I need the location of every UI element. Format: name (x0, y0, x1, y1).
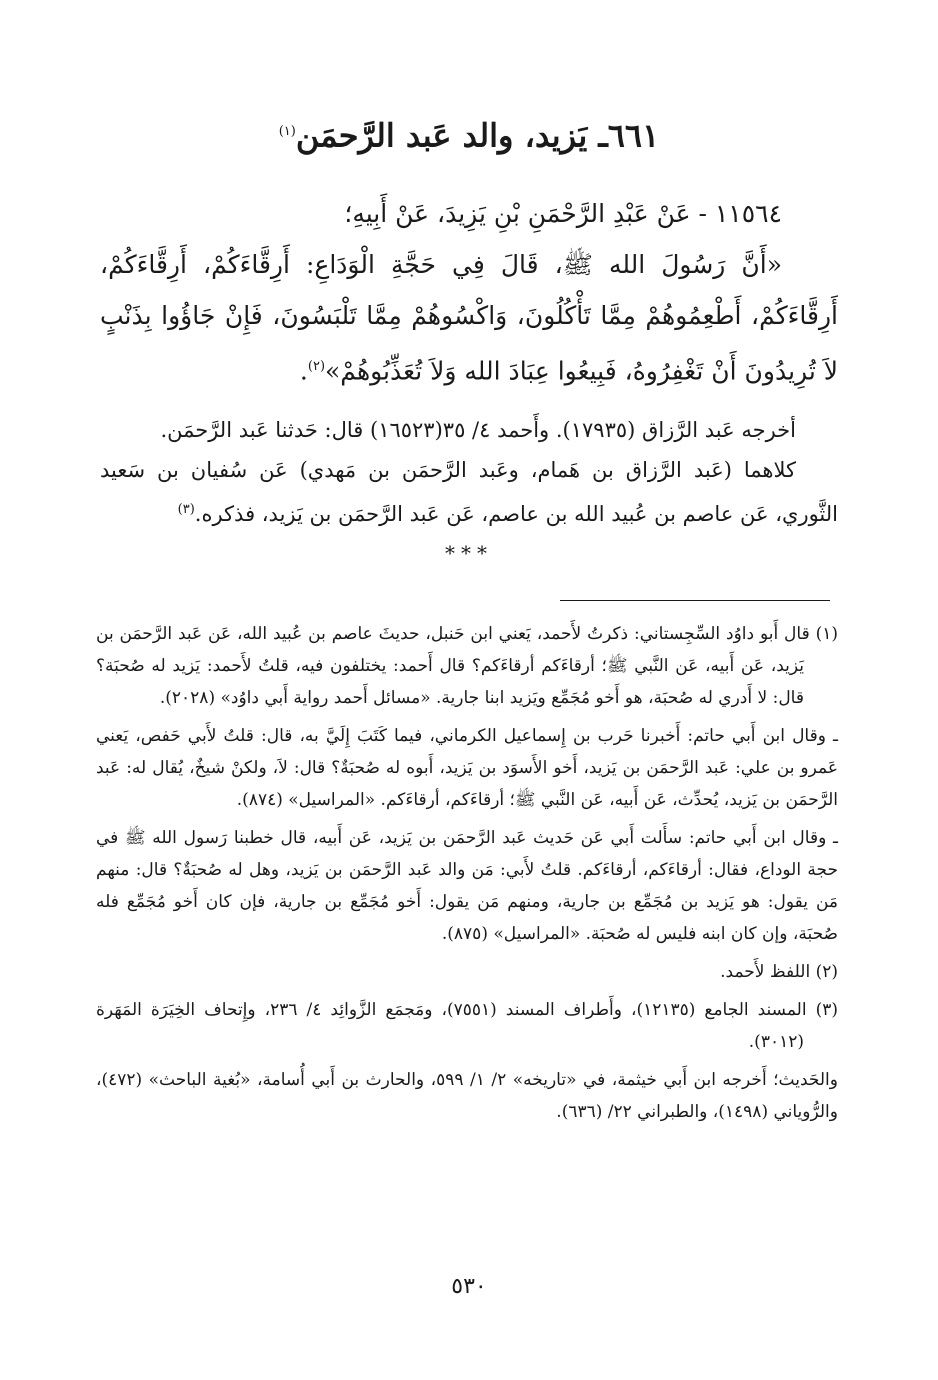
footnote-2: (٢) اللفظ لأَحمد. (720, 962, 838, 982)
hadith-footnote-ref: (٢) (307, 359, 326, 374)
hadith-matn: «أَنَّ رَسُولَ الله ﷺ، قَالَ فِي حَجَّةِ الْوَدَاعِ: أَرِقَّاءَكُمْ، أَرِقَّاءَكُمْ، أَرِقَّاءَكُمْ، أَطْعِمُوهُمْ مِمَّا تَأْكُلُونَ، وَاكْسُوهُمْ مِمَّا تَلْبَسُونَ، فَإِنْ جَاؤُوا بِذَنْبٍ لاَ تُرِيدُونَ أَنْ تَغْفِرُوهُ، فَبِيعُوا عِبَادَ الله وَلاَ تُعَذِّبُوهُمْ» (100, 250, 838, 386)
takhrij-line-2: كلاهما (عَبد الرَّزاق بن هَمام، وعَبد الرَّحمَن بن مَهدي) عَن سُفيان بن سَعيد الثَّوري، عَن عاصم بن عُبيد الله بن عاصم، عَن عَبد الرَّحمَن بن يَزيد، فذكره. (100, 458, 838, 526)
footnote-1-paragraph-1: (١) قال أَبو داوُد السِّجِستاني: ذكرتُ لأَحمد، يَعني ابن حَنبل، حديثَ عاصم بن عُبيد الله، عَن عَبد الرَّحمَن بن يَزيد، عَن أَبيه، عَن النَّبي ﷺ؛ أرقاءَكم أرقاءَكم؟ قال أَحمد: يختلفون فيه، قلتُ لأَحمد: يَزيد له صُحبَة؟ قال: لا أَدري له صُحبَة، هو أَخو مُجَمِّع ويَزيد ابنا جارية. «مسائل أَحمد رواية أَبي داوُد» (٢٠٢٨). (96, 624, 838, 708)
chapter-footnote-ref: (١) (278, 124, 296, 139)
takhrij-line-1: أخرجه عَبد الرَّزاق (١٧٩٣٥). وأَحمد ٤/ ٣٥(١٦٥٢٣) قال: حَدثنا عَبد الرَّحمَن. (160, 418, 796, 442)
footnote-1-paragraph-3: ـ وقال ابن أَبي حاتم: سأَلت أَبي عَن حَديث عَبد الرَّحمَن بن يَزيد، عَن أَبيه، قال خطبنا رَسول الله ﷺ في حجة الوداع، فقال: أرقاءَكم، أرقاءَكم. قلتُ لأَبي: مَن والد عَبد الرَّحمَن بن يَزيد، وهل له صُحبَةٌ؟ قال: منهم مَن يقول: هو يَزيد بن مُجَمِّع بن جارية، ومنهم مَن يقول: أَخو مُجَمِّع بن جارية، فإن كان أَخو مُجَمِّع فله صُحبَة، وإن كان ابنه فليس له صُحبَة. «المراسيل» (٨٧٥). (96, 828, 838, 944)
footnote-1-paragraph-2: ـ وقال ابن أَبي حاتم: أَخبرنا حَرب بن إِسماعيل الكرماني، فيما كَتَبَ إِلَيَّ به، قال: قلتُ لأَبي حَفص، يَعني عَمرو بن علي: عَبد الرَّحمَن بن يَزيد، أَخو الأَسوَد بن يَزيد، أَبوه له صُحبَةٌ؟ قال: لاَ، ولكنْ شيخٌ، يُقال له: عَبد الرَّحمَن بن يَزيد، يُحدِّث، عَن أَبيه، عَن النَّبي ﷺ؛ أرقاءَكم، أرقاءَكم. «المراسيل» (٨٧٤). (96, 726, 838, 810)
takhrij-line-2-paragraph (100, 450, 838, 534)
hadith-matn-paragraph: «أَنَّ رَسُولَ الله ﷺ، قَالَ فِي حَجَّةِ الْوَدَاعِ: أَرِقَّاءَكُمْ، أَرِقَّاءَكُمْ، أَرِقَّاءَكُمْ، أَطْعِمُوهُمْ مِمَّا تَأْكُلُونَ، وَاكْسُوهُمْ مِمَّا تَلْبَسُونَ، فَإِنْ جَاؤُوا بِذَنْبٍ لاَ تُرِيدُونَ أَنْ تَغْفِرُوهُ، فَبِيعُوا عِبَادَ الله وَلاَ تُعَذِّبُوهُمْ»$^{(٢)}$. (100, 250, 838, 386)
section-separator: *** (445, 541, 493, 565)
page-number: ٥٣٠ (451, 1274, 487, 1299)
takhrij-footnote-ref: (٣) (177, 502, 195, 517)
chapter-title-text: ٦٦١ـ يَزيد، والد عَبد الرَّحمَن (295, 116, 660, 155)
footnote-divider (560, 600, 830, 601)
hadith-isnad: ١١٥٦٤ - عَنْ عَبْدِ الرَّحْمَنِ بْنِ يَزِيدَ، عَنْ أَبِيهِ؛ (344, 199, 782, 228)
footnote-3: (٣) المسند الجامع (١٢١٣٥)، وأَطراف المسند (٧٥٥١)، ومَجمَع الزَّوائِد ٤/ ٢٣٦، وإِتحاف الخِيَرَة المَهَرة (٣٠١٢). (96, 1000, 838, 1052)
takhrij-block (100, 410, 838, 534)
footnotes-block (96, 618, 838, 1134)
footnote-3-paragraph-2: والحَديث؛ أَخرجه ابن أَبي خيثمة، في «تاريخه» ٢/ ١/ ٥٩٩، والحارث بن أَبي أُسامة، «بُغية الباحث» (٤٧٢)، والرُّوياني (١٤٩٨)، والطبراني ٢٢/ (٦٣٦). (96, 1070, 838, 1122)
chapter-title (110, 108, 828, 160)
hadith-block (100, 188, 838, 396)
